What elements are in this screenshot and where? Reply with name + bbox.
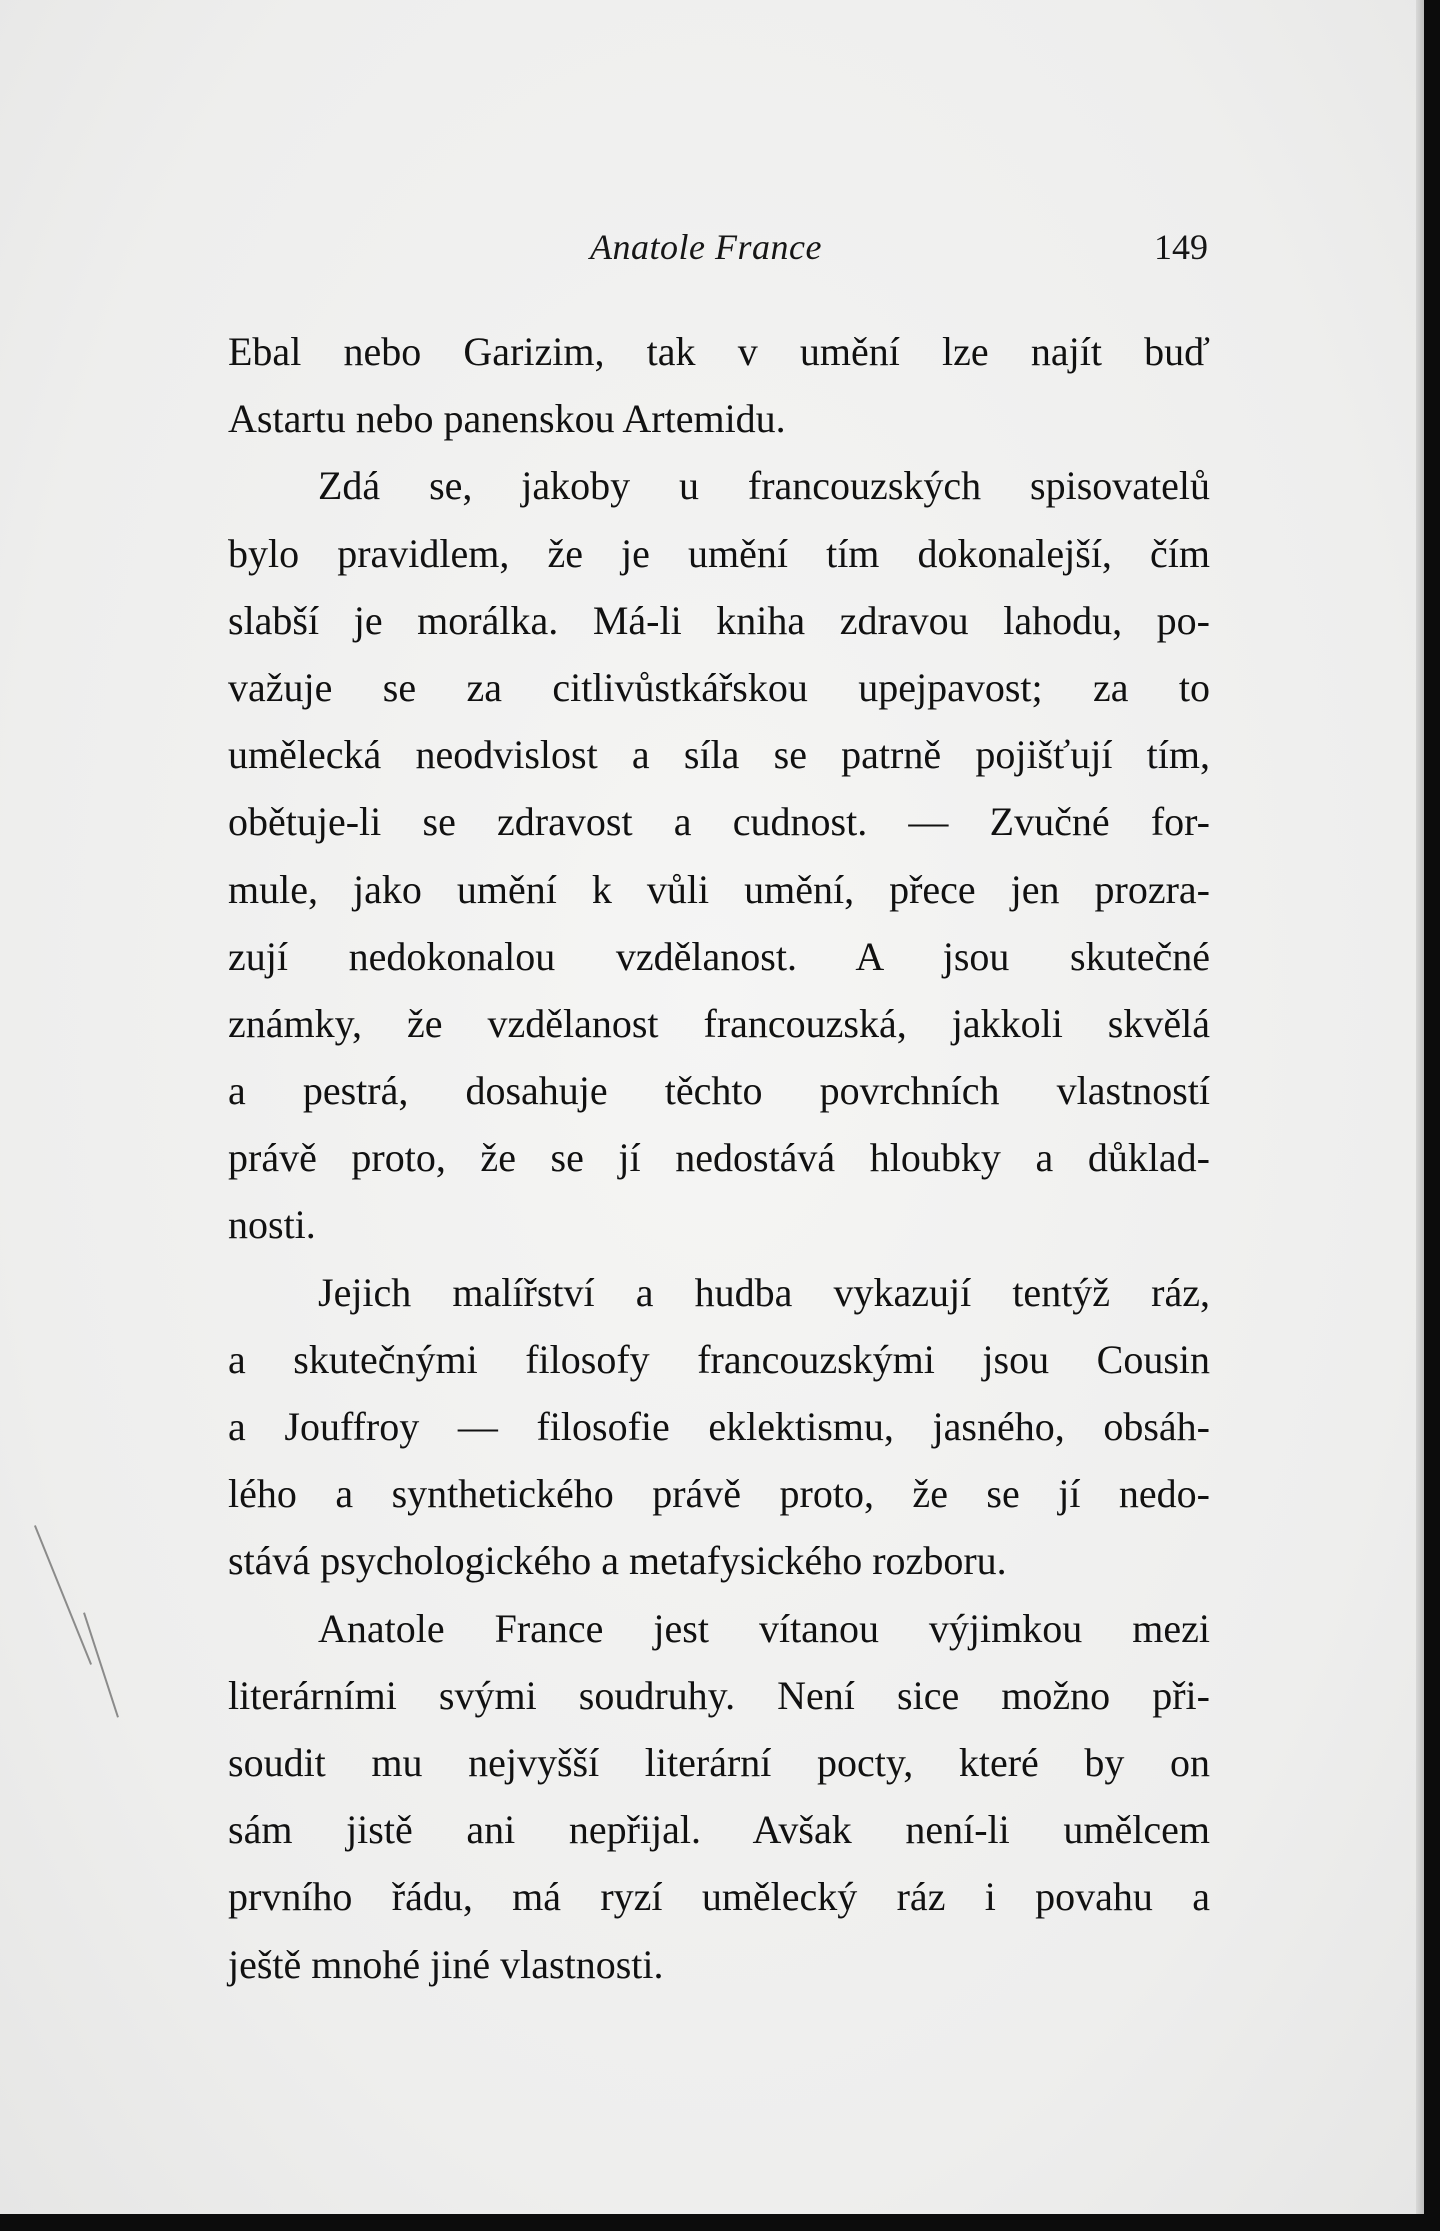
text-line: literárními svými soudruhy. Není sice možno při- xyxy=(228,1672,1210,1718)
text-line: Ebal nebo Garizim, tak v umění lze najít buď xyxy=(228,329,1210,374)
body-text xyxy=(228,318,1210,1998)
text-line: známky, že vzdělanost francouzská, jakkoli skvělá xyxy=(228,1000,1210,1046)
page-number: 149 xyxy=(1154,227,1208,267)
text-line: bylo pravidlem, že je umění tím dokonalejší, čím xyxy=(228,530,1210,576)
text-line: právě proto, že se jí nedostává hloubky a důklad- xyxy=(228,1135,1210,1181)
text-line: lého a synthetického právě proto, že se jí nedo- xyxy=(228,1471,1210,1517)
text-line: a Jouffroy — filosofie eklektismu, jasného, obsáh- xyxy=(228,1404,1210,1449)
text-line: a skutečnými filosofy francouzskými jsou Cousin xyxy=(228,1336,1210,1382)
text-line: umělecká neodvislost a síla se patrně pojišťují tím, xyxy=(228,732,1210,778)
running-header xyxy=(228,226,1208,286)
text-line: zují nedokonalou vzdělanost. A jsou skutečné xyxy=(228,933,1210,979)
text-line: slabší je morálka. Má-li kniha zdravou lahodu, po- xyxy=(228,597,1210,643)
text-line: Anatole France jest vítanou výjimkou mezi xyxy=(318,1605,1210,1651)
text-line: stává psychologického a metafysického rozboru. xyxy=(228,1538,1007,1584)
text-line: važuje se za citlivůstkářskou upejpavost; za to xyxy=(228,664,1210,710)
text-line: ještě mnohé jiné vlastnosti. xyxy=(228,1941,664,1987)
text-line: soudit mu nejvyšší literární pocty, které by on xyxy=(228,1739,1210,1785)
running-title: Anatole France xyxy=(590,227,822,267)
text-line: Astartu nebo panenskou Artemidu. xyxy=(228,396,786,442)
scan-scratch-mark xyxy=(34,1525,92,1665)
text-line: a pestrá, dosahuje těchto povrchních vlastností xyxy=(228,1068,1210,1114)
text-line: sám jistě ani nepřijal. Avšak není-li umělcem xyxy=(228,1807,1210,1853)
text-line: Jejich malířství a hudba vykazují tentýž ráz, xyxy=(318,1269,1210,1315)
text-line: Zdá se, jakoby u francouzských spisovatelů xyxy=(318,463,1210,509)
text-line: mule, jako umění k vůli umění, přece jen prozra- xyxy=(228,866,1210,912)
scan-scratch-mark xyxy=(83,1612,119,1717)
text-line: prvního řádu, má ryzí umělecký ráz i povahu a xyxy=(228,1874,1210,1920)
page-edge-shadow xyxy=(1416,0,1424,2214)
text-line: nosti. xyxy=(228,1202,316,1248)
text-line: obětuje-li se zdravost a cudnost. — Zvučné for- xyxy=(228,799,1210,845)
